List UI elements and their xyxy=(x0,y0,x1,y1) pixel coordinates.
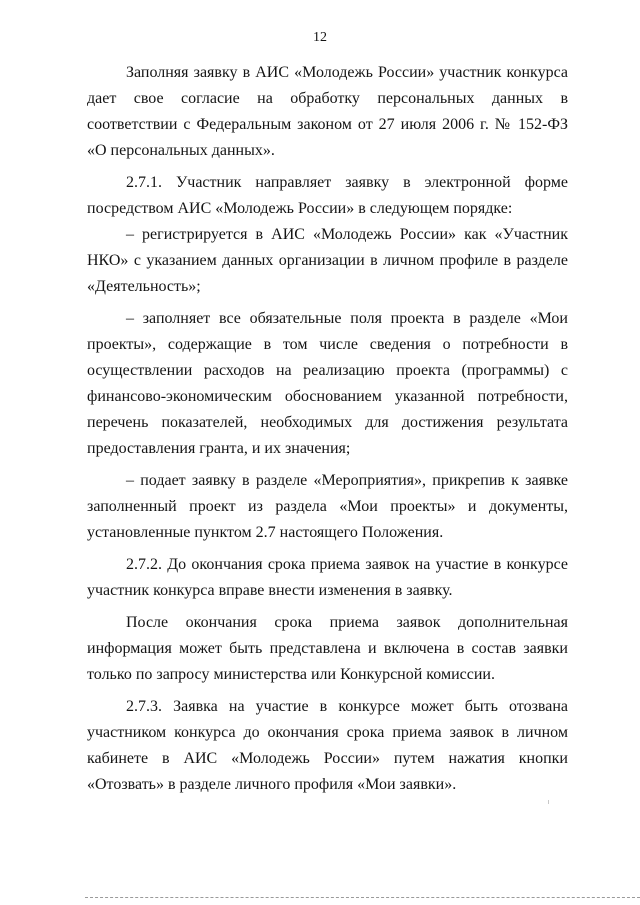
list-item-submit: – подает заявку в разделе «Мероприятия», прикрепив к заявке заполненный проект из раздела «Мои проекты» и документы, установленные пунктом 2.7 настоящего Положения. xyxy=(87,472,568,541)
paragraph-2-7-2: 2.7.2. До окончания срока приема заявок на участие в конкурсе участник конкурса вправе внести изменения в заявку. xyxy=(87,556,568,599)
paragraph-additional-info: После окончания срока приема заявок дополнительная информация может быть представлена и включена в состав заявки только по запросу министерства или Конкурсной комиссии. xyxy=(87,614,568,683)
page-number: 12 xyxy=(313,30,327,45)
scan-speck xyxy=(548,800,549,804)
paragraph-consent: Заполняя заявку в АИС «Молодежь России» участник конкурса дает свое согласие на обработку персональных данных в соответствии с Федеральным законом от 27 июля 2006 г. № 152-ФЗ «О персональных данных». xyxy=(87,64,568,159)
list-item-register: – регистрируется в АИС «Молодежь России» как «Участник НКО» с указанием данных организации в личном профиле в разделе «Деятельность»; xyxy=(87,226,568,295)
list-item-fill-project: – заполняет все обязательные поля проекта в разделе «Мои проекты», содержащие в том числе сведения о потребности в осуществлении расходов на реализацию проекта (программы) с финансово-экономическим обоснованием указанной потребности, перечень показателей, необходимых для достижения результата предоставления гранта, и их значения; xyxy=(87,310,568,457)
document-body xyxy=(87,60,568,798)
scan-edge-line xyxy=(85,897,640,898)
paragraph-2-7-1: 2.7.1. Участник направляет заявку в электронной форме посредством АИС «Молодежь России» в следующем порядке: xyxy=(87,174,568,217)
paragraph-2-7-3: 2.7.3. Заявка на участие в конкурсе может быть отозвана участником конкурса до окончания срока приема заявок в личном кабинете в АИС «Молодежь России» путем нажатия кнопки «Отозвать» в разделе личного профиля «Мои заявки». xyxy=(87,698,568,793)
